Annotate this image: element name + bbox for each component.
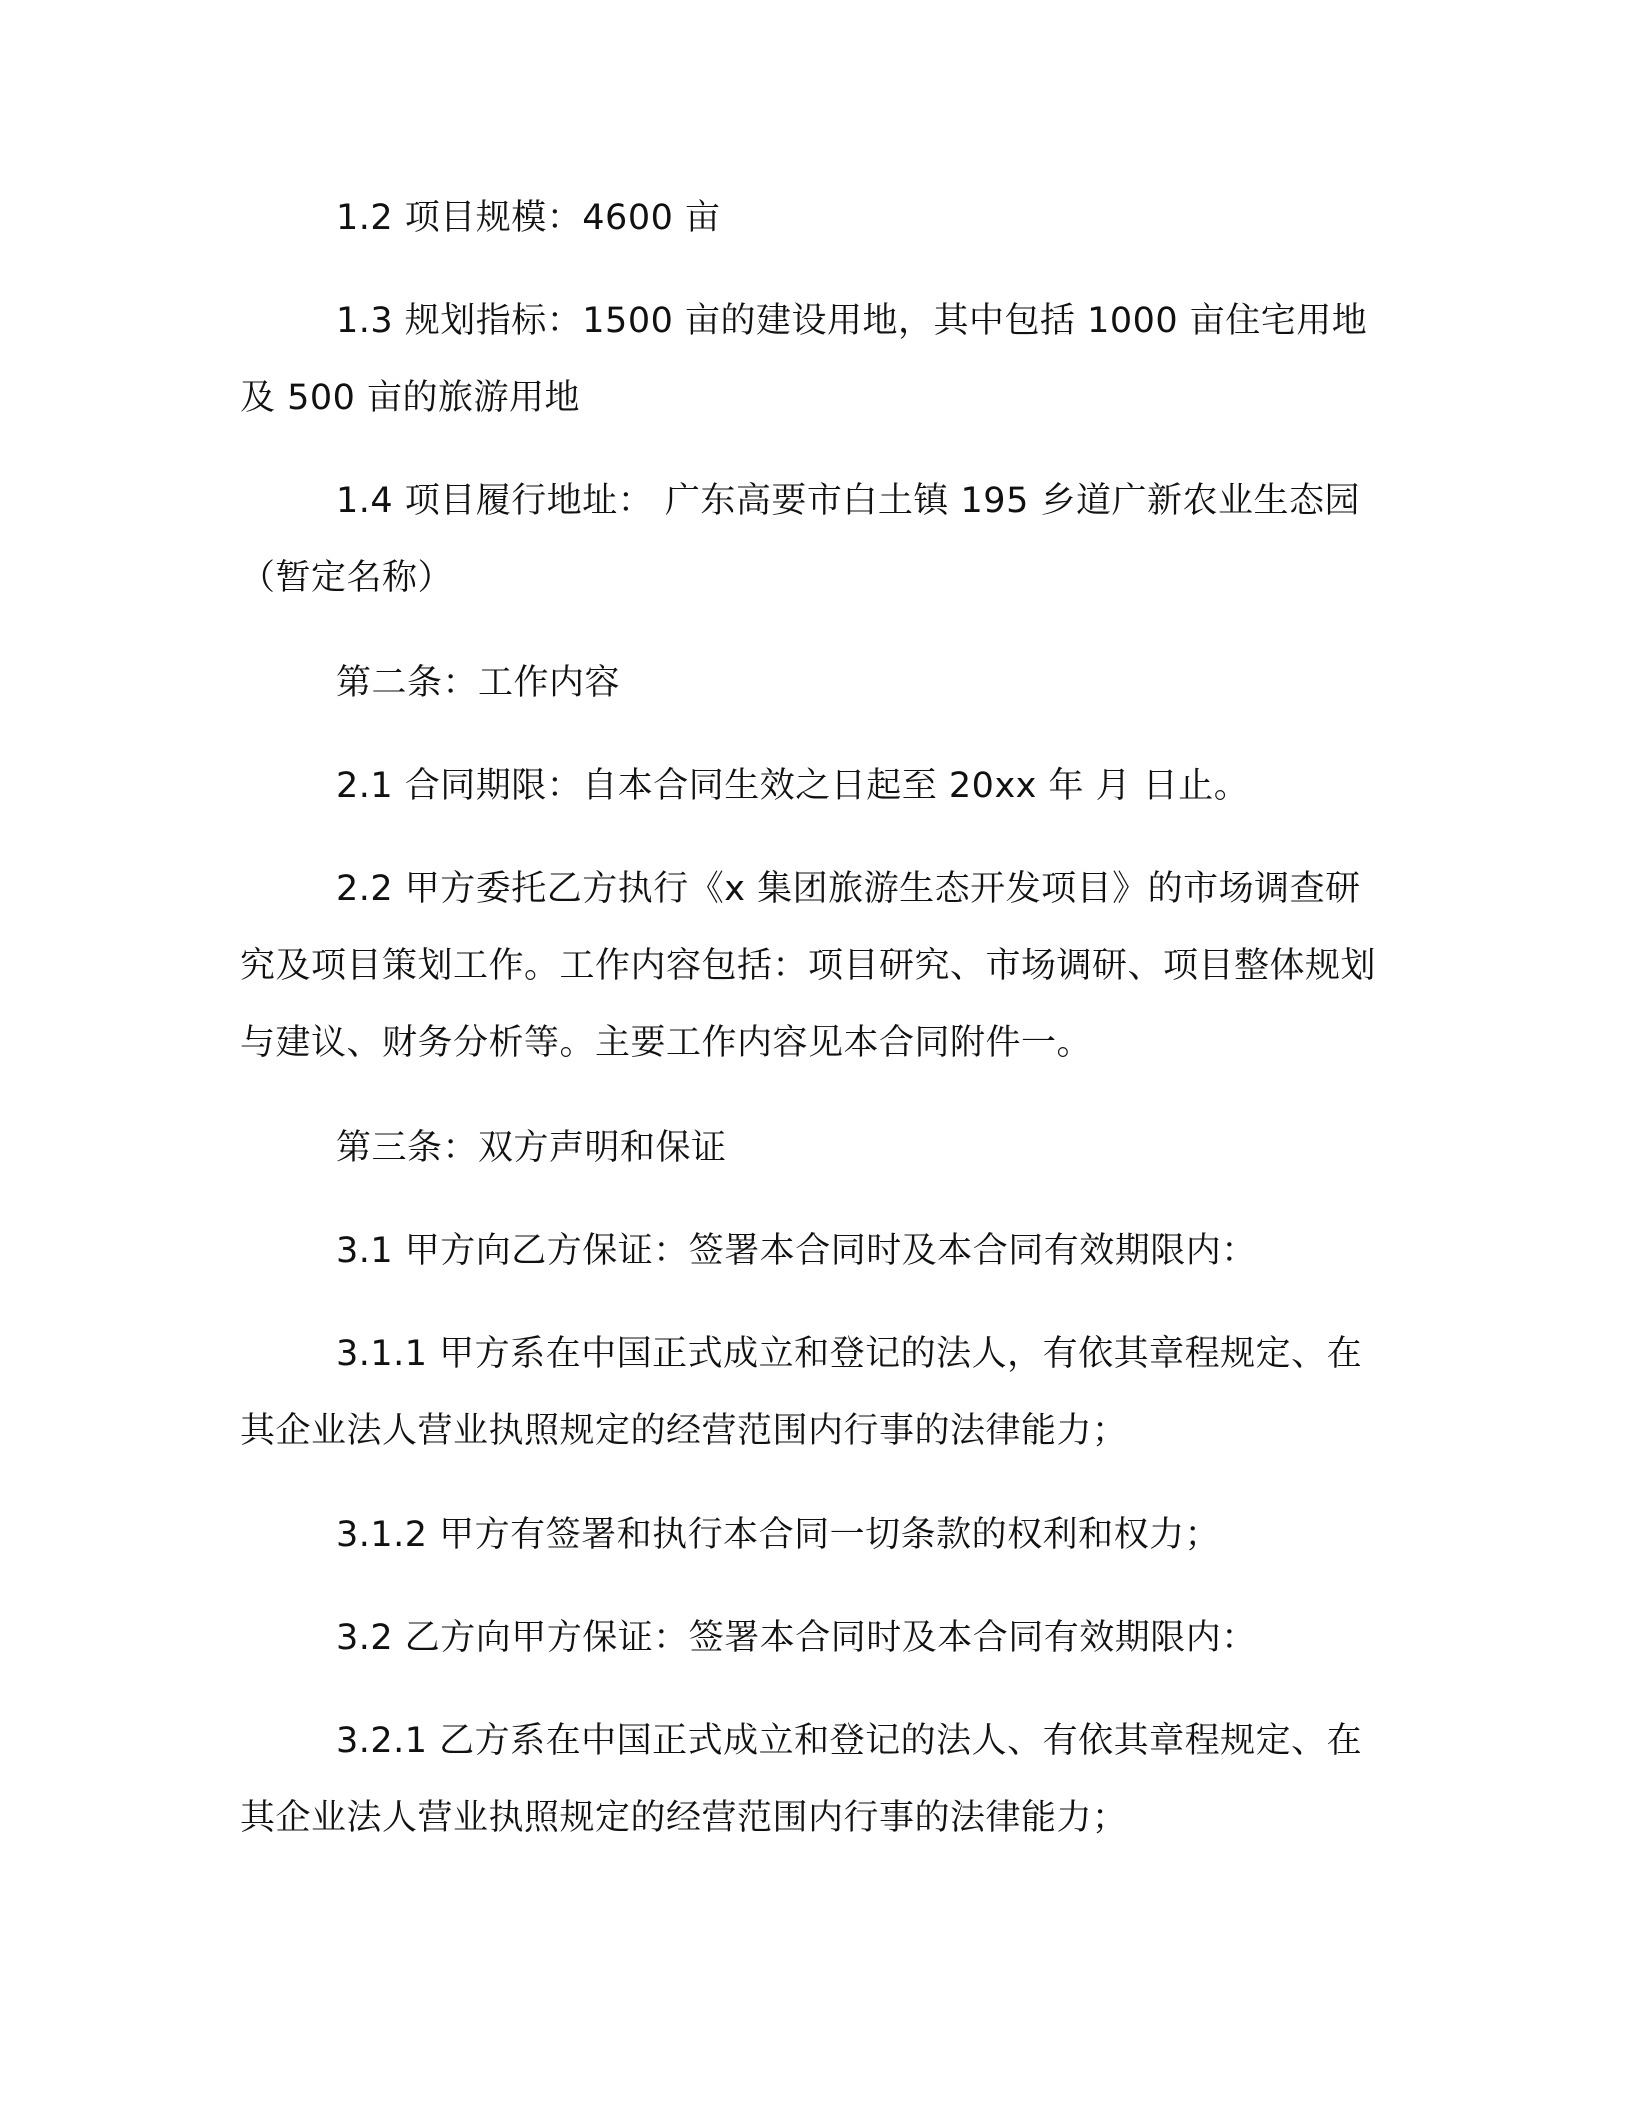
article-2-heading: 第二条：工作内容 bbox=[336, 663, 621, 703]
article-3-heading: 第三条：双方声明和保证 bbox=[336, 1128, 727, 1168]
paragraph-project-address: 1.4 项目履行地址： 广东高要市白土镇 195 乡道广新农业生态园（暂定名称） bbox=[240, 481, 1360, 598]
paragraph-party-b-guarantee: 3.2 乙方向甲方保证：签署本合同时及本合同有效期限内： bbox=[336, 1618, 1257, 1658]
paragraph-project-scale: 1.2 项目规模：4600 亩 bbox=[336, 198, 721, 238]
paragraph-work-scope: 2.2 甲方委托乙方执行《x 集团旅游生态开发项目》的市场调查研究及项目策划工作。工作内容包括：项目研究、市场调研、项目整体规划与建议、财务分析等。主要工作内容见本合同附件一。 bbox=[240, 869, 1377, 1063]
paragraph-party-a-guarantee: 3.1 甲方向乙方保证：签署本合同时及本合同有效期限内： bbox=[336, 1231, 1257, 1271]
paragraph-planning-indicators: 1.3 规划指标：1500 亩的建设用地，其中包括 1000 亩住宅用地及 500 亩的旅游用地 bbox=[240, 301, 1368, 418]
paragraph-contract-term: 2.1 合同期限：自本合同生效之日起至 20xx 年 月 日止。 bbox=[336, 766, 1250, 806]
paragraph-party-b-legal-capacity: 3.2.1 乙方系在中国正式成立和登记的法人、有依其章程规定、在其企业法人营业执照规定的经营范围内行事的法律能力； bbox=[240, 1721, 1363, 1838]
paragraph-party-a-legal-capacity: 3.1.1 甲方系在中国正式成立和登记的法人，有依其章程规定、在其企业法人营业执照规定的经营范围内行事的法律能力； bbox=[240, 1334, 1363, 1451]
paragraph-party-a-authority: 3.1.2 甲方有签署和执行本合同一切条款的权利和权力； bbox=[336, 1515, 1221, 1555]
